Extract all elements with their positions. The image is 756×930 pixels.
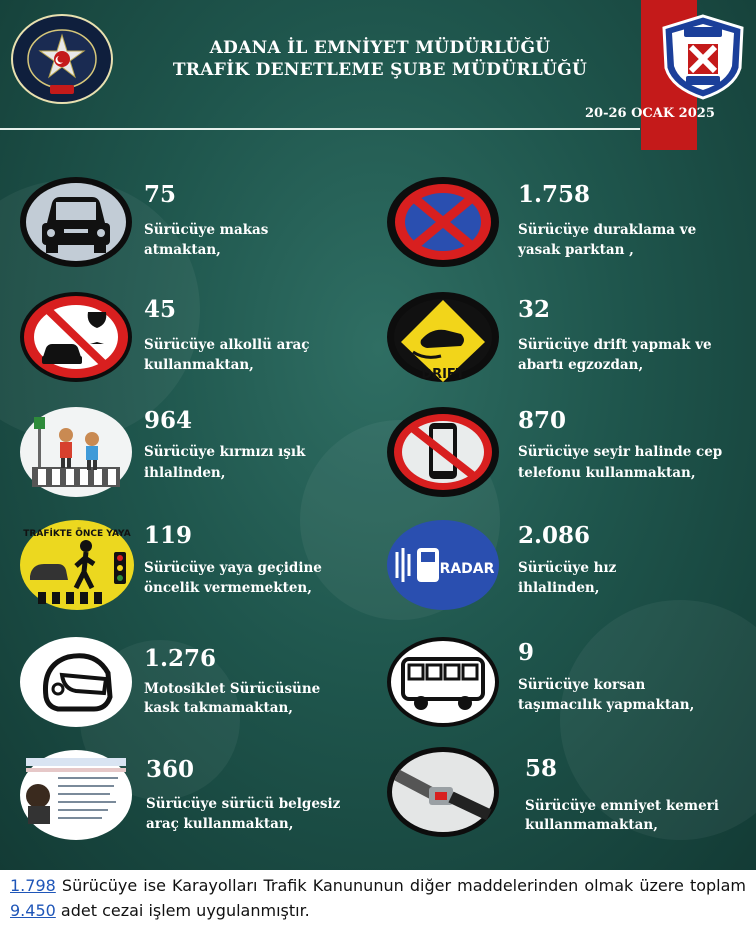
- stat-item-helmet: [18, 635, 368, 730]
- stat-desc-line1: Sürücüye kırmızı ışık: [144, 444, 306, 460]
- no-drink-driving-icon: [18, 290, 134, 385]
- no-parking-sign-icon: [385, 175, 501, 270]
- footer-text-b: adet cezai işlem uygulanmıştır.: [55, 901, 310, 920]
- stat-desc-line2: ihlalinden,: [518, 580, 600, 596]
- stat-desc-line1: Sürücüye seyir halinde cep: [518, 444, 723, 460]
- stat-item-pedestrian: [18, 518, 368, 613]
- stat-desc-line2: kask takmamaktan,: [144, 700, 294, 716]
- stat-item-alcohol: [18, 290, 368, 385]
- pedestrian-children-icon: [18, 405, 134, 500]
- stat-number: 9: [518, 639, 535, 666]
- stat-item-no-licence: [18, 748, 368, 843]
- stat-item-drift: [385, 290, 750, 385]
- stat-desc-line1: Sürücüye alkollü araç: [144, 337, 310, 353]
- police-emblem-logo: [10, 13, 114, 105]
- car-front-icon: [18, 175, 134, 270]
- stat-desc-line2: atmaktan,: [144, 242, 221, 258]
- stat-desc-line2: yasak parktan ,: [518, 242, 634, 258]
- stat-desc-line2: ihlalinden,: [144, 465, 226, 481]
- radar-icon: [385, 518, 501, 613]
- stat-desc-line1: Sürücüye emniyet kemeri: [525, 798, 719, 814]
- total-penalties-count: 9.450: [10, 901, 56, 920]
- pedestrian-priority-icon: [18, 518, 136, 613]
- svg-text:TRAFİKTE ÖNCE YAYA: TRAFİKTE ÖNCE YAYA: [23, 529, 131, 539]
- stat-desc-line1: Sürücüye makas: [144, 222, 269, 238]
- stat-number: 1.276: [144, 645, 217, 672]
- stat-item-lane-change: [18, 175, 368, 270]
- stat-desc-line1: Sürücüye hız: [518, 560, 617, 576]
- stat-number: 58: [525, 755, 558, 782]
- date-range: 20-26 OCAK 2025: [585, 106, 715, 121]
- stat-number: 1.758: [518, 181, 591, 208]
- stat-desc-line1: Sürücüye yaya geçidine: [144, 560, 322, 576]
- stat-desc-line2: taşımacılık yapmaktan,: [518, 697, 695, 713]
- minibus-icon: [385, 635, 501, 730]
- driving-licence-icon: [18, 748, 134, 843]
- traffic-police-logo: [660, 14, 746, 100]
- stat-desc-line1: Sürücüye korsan: [518, 677, 646, 693]
- stat-desc-line2: abartı egzozdan,: [518, 357, 644, 373]
- stat-desc-line2: araç kullanmaktan,: [146, 816, 294, 832]
- stat-item-seat-belt: [385, 745, 750, 840]
- stat-item-parking: [385, 175, 750, 270]
- stat-number: 119: [144, 522, 193, 549]
- header-title-line1: ADANA İL EMNİYET MÜDÜRLÜĞÜ: [209, 38, 551, 58]
- stat-number: 964: [144, 407, 193, 434]
- stat-number: 360: [146, 756, 195, 783]
- stat-desc-line2: kullanmamaktan,: [525, 817, 658, 833]
- stat-desc-line2: öncelik vermemekten,: [144, 580, 312, 596]
- stat-item-speed: [385, 518, 750, 613]
- stat-desc-line1: Sürücüye duraklama ve: [518, 222, 697, 238]
- seat-belt-icon: [385, 745, 501, 840]
- svg-text:DRIFT: DRIFT: [421, 367, 465, 382]
- other-violations-count: 1.798: [10, 876, 56, 895]
- no-phone-icon: [385, 405, 501, 500]
- stat-desc-line1: Motosiklet Sürücüsüne: [144, 681, 321, 697]
- stat-number: 45: [144, 296, 177, 323]
- stat-desc-line1: Sürücüye drift yapmak ve: [518, 337, 712, 353]
- stat-number: 75: [144, 181, 177, 208]
- drift-sign-icon: [385, 290, 501, 385]
- stat-item-unlicensed-transport: [385, 635, 750, 730]
- stat-number: 870: [518, 407, 567, 434]
- stat-desc-line2: telefonu kullanmaktan,: [518, 465, 696, 481]
- stat-desc-line1: Sürücüye sürücü belgesiz: [146, 796, 341, 812]
- helmet-icon: [18, 635, 134, 730]
- stat-number: 32: [518, 296, 551, 323]
- footer-text-a: Sürücüye ise Karayolları Trafik Kanununun diğer maddelerinden olmak üzere toplam: [55, 876, 746, 895]
- svg-text:RADAR: RADAR: [439, 561, 495, 577]
- stat-item-red-light: [18, 405, 368, 500]
- footer-summary: [10, 873, 746, 923]
- stat-number: 2.086: [518, 522, 591, 549]
- stat-desc-line2: kullanmaktan,: [144, 357, 254, 373]
- stat-item-phone: [385, 405, 750, 500]
- header-title-line2: TRAFİK DENETLEME ŞUBE MÜDÜRLÜĞÜ: [172, 60, 588, 80]
- header-divider: [0, 128, 640, 130]
